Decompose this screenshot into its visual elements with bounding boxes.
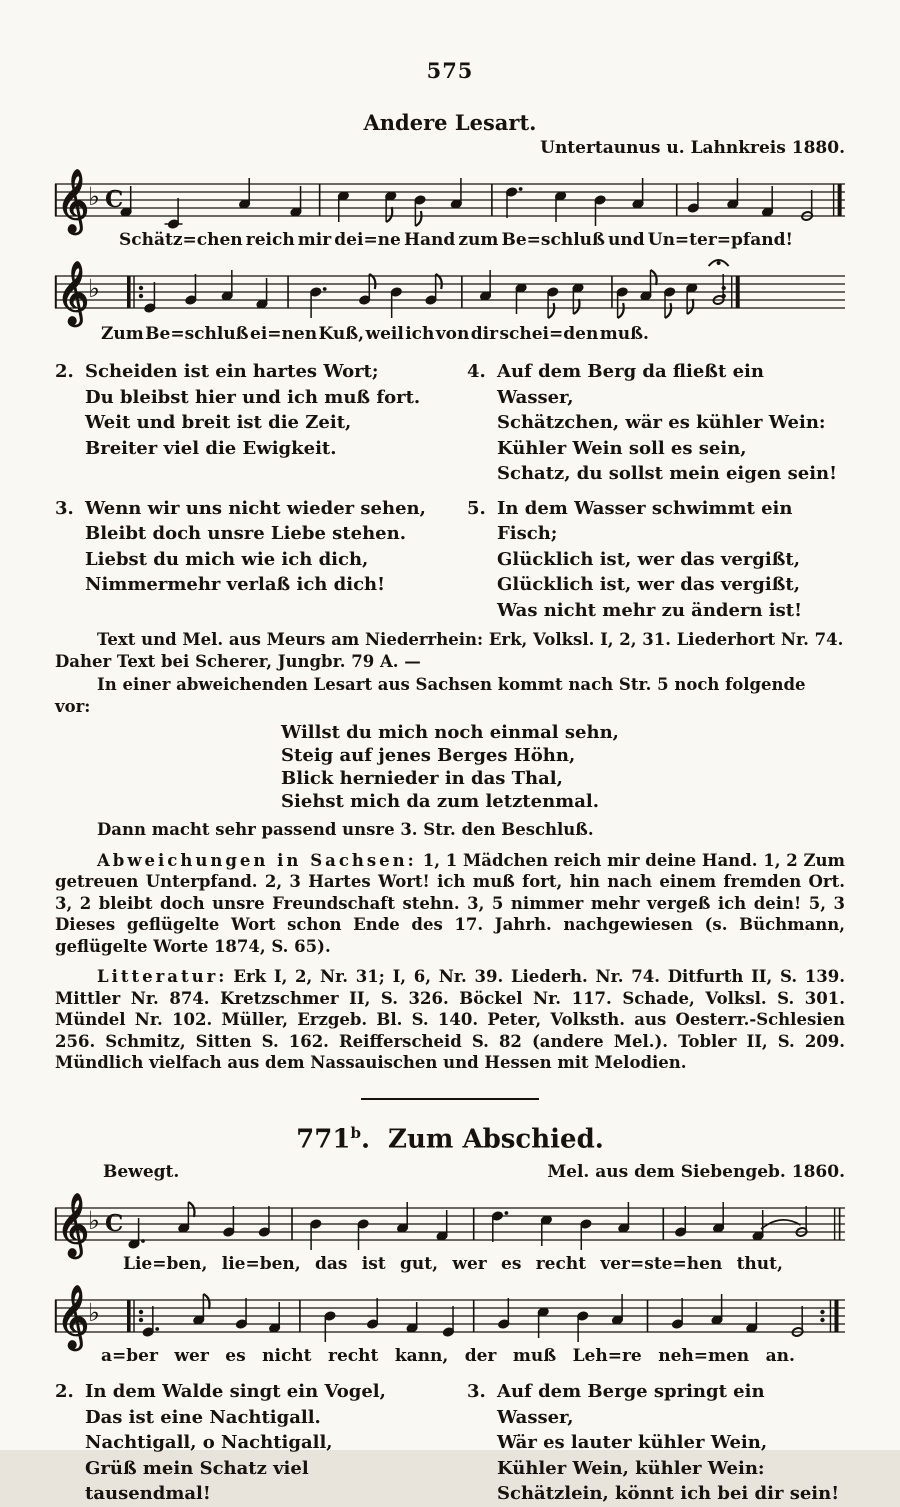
repeat-barline [127,1300,131,1332]
final-barline [834,1300,838,1332]
litteratur-label: Litteratur: [97,967,228,986]
flat-sign-icon: ♭ [88,182,100,211]
lesart-note-paragraph: In einer abweichenden Lesart aus Sachsen kommt nach Str. 5 noch folgende vor: [55,675,806,716]
repeat-dot [139,1310,143,1314]
lyric-syllable: reich [245,230,295,250]
verse-4 [467,359,845,487]
text-line: Willst du mich noch einmal sehn, [281,722,619,743]
eighth-flag [188,1202,194,1217]
verse-number: 4. [467,361,486,382]
text-line: Das ist eine Nachtigall. [85,1406,321,1428]
text-line: Scheiden ist ein hartes Wort; [85,361,379,382]
section-b-title: 771$^b$. Zum Abschied. [296,1123,604,1155]
verse-lines [85,359,420,487]
verse-number: 3. [467,1381,486,1403]
text-line: Blick hernieder in das Thal, [281,768,563,789]
final-barline [838,184,842,216]
lyric-syllable: neh=men [658,1346,750,1367]
text-line: Liebst du mich wie ich dich, [85,548,369,570]
verses-section-a [55,359,845,623]
verse-3 [55,496,433,624]
text-line: In dem Wasser schwimmt ein Fisch; [497,497,793,544]
lyric-syllable: Be=schluß [501,230,605,250]
text-line: Weit und breit ist die Zeit, [85,412,352,433]
tempo-source-row [55,1162,845,1182]
lyrics-line-1 [119,230,793,250]
text-line: Breiter viel die Ewigkeit. [85,437,337,459]
music-staff-1 [55,162,845,232]
lyric-syllable: es [501,1254,522,1275]
flat-sign-icon: ♭ [88,1206,100,1236]
repeat-dot [820,1310,824,1314]
lyric-syllable: der [464,1346,497,1367]
page-number: 575 [426,58,474,83]
verse-lines [85,1379,433,1507]
lyric-syllable: wer [452,1254,487,1275]
text-line: Glücklich ist, wer das vergißt, [497,574,800,595]
source-note-paragraph: Text und Mel. aus Meurs am Niederrhein: Erk, Volksl. I, 2, 31. Liederhort Nr. 74. Daher Text bei Scherer, Jungbr. 79 A. — [55,630,844,671]
lyric-syllable: nicht [262,1346,312,1367]
final-barline [736,276,740,308]
fermata-icon [717,261,721,265]
beschluss-note-paragraph: Dann macht sehr passend unsre 3. Str. den Beschluß. [97,820,594,839]
lyric-syllable: Kuß, [318,324,365,344]
verse-3b [467,1379,845,1507]
flat-sign-icon: ♭ [88,1298,100,1328]
lyric-syllable: dei=ne [334,230,401,250]
lyric-syllable: Un=ter=pfand! [647,230,793,250]
eighth-flag [573,299,579,314]
section-divider [361,1098,539,1100]
augmentation-dot [155,1327,159,1331]
song-number: 771 [296,1124,351,1155]
eighth-flag [203,1294,209,1309]
eighth-flag [415,211,421,226]
flat-sign-icon: ♭ [88,274,100,303]
verse-5 [467,496,845,624]
verse-2b [55,1379,433,1507]
text-line: Schätzlein, könnt ich bei dir sein! [497,1483,840,1505]
lyric-syllable: muß. [599,324,649,344]
text-line: Auf dem Berg da fließt ein Wasser, [497,361,764,408]
repeat-dot [139,286,143,290]
verse-number: 3. [55,497,74,519]
lyric-syllable: gut, [399,1254,439,1275]
verse-lines [497,496,845,624]
augmentation-dot [505,1211,509,1215]
text-line: Siehst mich da zum letztenmal. [281,791,599,812]
verse-number: 2. [55,1381,74,1403]
text-line: Glücklich ist, wer das vergißt, [497,548,800,570]
lyric-syllable: wer [174,1346,209,1367]
section-a-source: Untertaunus u. Lahnkreis 1880. [540,138,845,158]
text-line: Grüß mein Schatz viel tausendmal! [85,1457,309,1505]
repeat-dot [139,1318,143,1322]
lyric-syllable: Leh=re [572,1346,642,1367]
verse-number: 2. [55,361,74,382]
lyric-syllable: recht [535,1254,587,1275]
litteratur-text: Erk I, 2, Nr. 31; I, 6, Nr. 39. Liederh. Nr. 74. Ditfurth II, S. 139. Mittler Nr. 874. Kretzschmer II, S. 326. Böckel Nr. 117. Schade, Volksl. S. 301. Mündel Nr. 102. Müller, Erzgeb. Bl. S. 140. Peter, Volksth. aus Oesterr.-Schlesien 256. Schmitz, Sitten S. 162. Reifferscheid S. 82 (andere Mel.). Tobler II, S. 209. Mündlich vielfach aus dem Nassauischen und Hessen mit Melodien. [55,967,845,1072]
repeat-barline [127,276,131,308]
verse-lines [497,359,845,487]
lyric-syllable: das [315,1254,348,1275]
text-line: Schatz, du sollst mein eigen sein! [497,463,838,484]
verse-lines [497,1379,845,1507]
lyric-syllable: kann, [394,1346,449,1367]
lyric-syllable: Zum [101,324,144,344]
section-b-source: Mel. aus dem Siebengeb. 1860. [547,1162,845,1183]
lyric-syllable: an. [765,1346,795,1367]
text-line: Nachtigall, o Nachtigall, [85,1432,333,1454]
lyric-syllable: thut, [736,1254,783,1275]
abweichungen-label: Abweichungen in Sachsen: [97,850,417,870]
text-line: Steig auf jenes Berges Höhn, [281,745,576,766]
eighth-flag [618,303,624,318]
text-line: Wenn wir uns nicht wieder sehen, [85,497,426,519]
lyric-syllable: recht [328,1346,379,1367]
eighth-flag [386,207,392,222]
time-signature: C [105,186,124,213]
text-line: Auf dem Berge springt ein Wasser, [497,1381,765,1428]
augmentation-dot [323,287,327,291]
abweichungen-paragraph [55,850,845,958]
lyric-syllable: Hand [403,230,456,250]
treble-clef-icon: 𝄞 [57,1193,89,1257]
lyric-syllable: Lie=ben, [123,1254,208,1275]
treble-clef-icon: 𝄞 [57,261,89,324]
music-staff-2 [55,254,845,324]
lyric-syllable: von [435,324,470,344]
lyric-syllable: ist [361,1254,386,1275]
text-line: Kühler Wein, kühler Wein: [497,1457,765,1479]
treble-clef-icon: 𝄞 [57,1285,89,1349]
lyric-syllable: dir [470,324,499,344]
song-number-superscript: b [350,1123,361,1142]
lyrics-line-3 [123,1254,783,1274]
augmentation-dot [141,1239,145,1243]
inset-verse [281,721,619,813]
verse-2 [55,359,433,487]
repeat-dot [820,1318,824,1322]
tempo-marking: Bewegt. [103,1162,180,1183]
lyric-syllable: muß [512,1346,557,1367]
lyric-syllable: zum [458,230,499,250]
treble-clef-icon: 𝄞 [57,169,89,232]
lyric-syllable: und [608,230,645,250]
text-line: Bleibt doch unsre Liebe stehen. [85,523,406,544]
augmentation-dot [519,187,523,191]
lyric-syllable: Schätz=chen [119,230,243,250]
time-signature: C [105,1210,124,1238]
eighth-flag [665,303,671,318]
eighth-flag [651,270,657,285]
eighth-flag [687,299,693,314]
lyric-syllable: Be=schluß [145,324,249,344]
lyric-syllable: schei=den [499,324,599,344]
lyric-syllable: ich [405,324,435,344]
lyric-syllable: lie=ben, [221,1254,301,1275]
section-a-title: Andere Lesart. [363,110,537,135]
text-line: Was nicht mehr zu ändern ist! [497,599,802,621]
lyric-syllable: a=ber [101,1346,158,1367]
abweichungen-text: 1, 1 Mädchen reich mir deine Hand. 1, 2 Zum getreuen Unterpfand. 2, 3 Hartes Wort! ich muß fort, hin nach einem fremden Ort. 3, 2 bleibt doch unsre Freundschaft stehn. 3, 5 nimmer mehr vergeß ich dein! 5, 3 Dieses geflügelte Wort schon Ende des 17. Jahrh. nachgewiesen (s. Büchmann, geflügelte Worte 1874, S. 65). [55,850,845,956]
lyric-syllable: weil [365,324,404,344]
lyric-syllable: es [225,1346,246,1367]
eighth-flag [548,303,554,318]
lyrics-line-4 [101,1346,795,1366]
music-staff-4 [55,1278,845,1348]
text-line: In dem Walde singt ein Vogel, [85,1381,386,1403]
lyric-syllable: ver=ste=hen [600,1254,723,1275]
verses-section-b [55,1379,845,1507]
lyrics-line-2 [101,324,649,344]
text-line: Schätzchen, wär es kühler Wein: [497,412,826,433]
text-line: Wär es lauter kühler Wein, [497,1432,768,1454]
text-line: Kühler Wein soll es sein, [497,437,747,459]
verse-lines [85,496,426,624]
lyric-syllable: mir [297,230,332,250]
song-title: Zum Abschied. [388,1124,604,1155]
text-line: Du bleibst hier und ich muß fort. [85,386,421,408]
verse-number: 5. [467,497,486,519]
text-line: Nimmermehr verlaß ich dich! [85,574,386,595]
repeat-dot [139,294,143,298]
lyric-syllable: ei=nen [250,324,318,344]
litteratur-paragraph [55,966,845,1074]
music-staff-3 [55,1186,845,1256]
